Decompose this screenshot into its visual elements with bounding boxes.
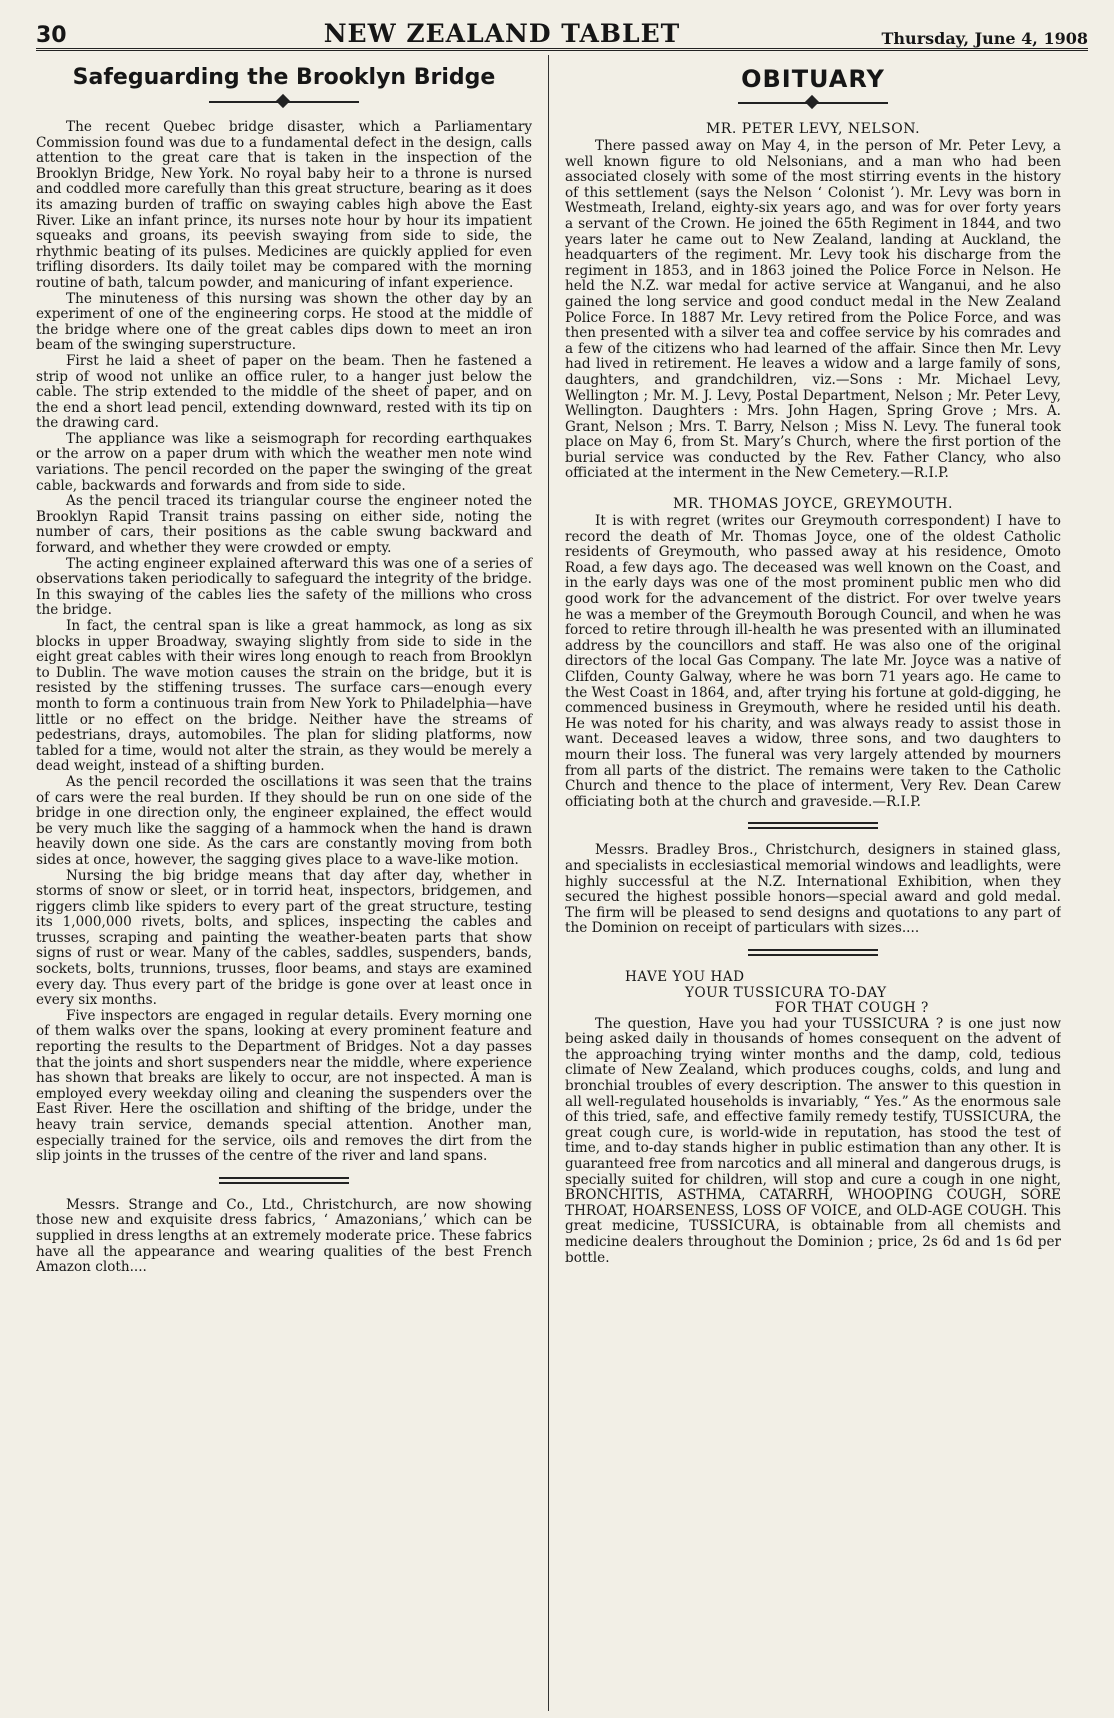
ad-heading-line: YOUR TUSSICURA TO-DAY bbox=[685, 984, 887, 1001]
article-paragraph: In fact, the central span is like a great hammock, as long as six blocks in upper Broadway, swaying slightly from side to side in the eight great cables with their wires long enough to reach from Brooklyn to Dublin. The wave motion causes the strain on the bridge, but it is resisted by the stiffening trusses. The surface cars—enough every month to form a continuous train from New York to Philadelphia—have little or no effect on the bridge. Neither have the streams of pedestrians, drays, automobiles. The plan for sliding platforms, now tabled for a time, would not alter the strain, as they would be merely a dead weight, instead of a shifting burden. bbox=[36, 618, 532, 775]
article-paragraph: The appliance was like a seismograph for recording earthquakes or the arrow on a paper drum with which the weather men note wind variations. The pencil recorded on the paper the swinging of the great cable, backwards and forwards and from side to side. bbox=[36, 430, 532, 494]
section-divider bbox=[219, 1177, 349, 1184]
columns bbox=[36, 51, 1088, 1711]
section-divider bbox=[748, 949, 878, 956]
article-paragraph: First he laid a sheet of paper on the beam. Then he fastened a strip of wood not unlike an office ruler, to a hanger just below the cable. The strip extended to the middle of the sheet of paper, and on the end a short lead pencil, extending downward, rested with its tip on the drawing card. bbox=[36, 352, 532, 432]
right-column bbox=[549, 51, 1061, 1711]
article-paragraph: As the pencil recorded the oscillations it was seen that the trains of cars were the real burden. If they should be run on one side of the bridge in one direction only, the engineer explained, the effect would be very much like the sagging of a hammock when the hand is drawn heavily down one side. As the cars are constantly moving from both sides at once, however, the sagging gives place to a wave-like motion. bbox=[36, 773, 532, 868]
ad-heading-line: HAVE YOU HAD bbox=[625, 968, 745, 985]
issue-date: Thursday, June 4, 1908 bbox=[881, 29, 1088, 48]
page-number: 30 bbox=[36, 23, 67, 48]
section-divider bbox=[748, 822, 878, 829]
paper-title: NEW ZEALAND TABLET bbox=[323, 19, 681, 48]
section-title: OBITUARY bbox=[741, 65, 885, 93]
notice-strange: Messrs. Strange and Co., Ltd., Christchurch, are now showing those new and exquisite dress fabrics, ‘ Amazonians,’ which can be supplied in dress lengths at an extremely moderate price. These fabrics have all the appearance and wearing qualities of the best French Amazon cloth.... bbox=[36, 1196, 532, 1276]
left-column bbox=[36, 51, 548, 1711]
article-headline: Safeguarding the Brooklyn Bridge bbox=[72, 65, 496, 90]
article-paragraph: The minuteness of this nursing was shown the other day by an experiment of one of the engineering corps. He stood at the middle of the bridge where one of the great cables dips down to meet an iron beam of the swinging superstructure. bbox=[36, 290, 532, 354]
article-paragraph: The acting engineer explained afterward this was one of a series of observations taken periodically to safeguard the integrity of the bridge. In this swaying of the cables lies the safety of the millions who cross the bridge. bbox=[36, 555, 532, 619]
ad-heading-line: FOR THAT COUGH ? bbox=[775, 1000, 929, 1017]
obituary-title: MR. THOMAS JOYCE, GREYMOUTH. bbox=[673, 496, 953, 513]
masthead bbox=[36, 12, 1088, 51]
section-title-rule bbox=[738, 97, 888, 109]
article-paragraph: Nursing the big bridge means that day after day, whether in storms of snow or sleet, or in torrid heat, inspectors, bridgemen, and riggers climb like spiders to every part of the great structure, testing its 1,000,000 rivets, bolts, and splices, inspecting the cables and trusses, scraping and painting the weather-beaten parts that show signs of rust or wear. Many of the cables, saddles, suspenders, bands, sockets, bolts, trunnions, trusses, floor beams, and stays are examined every day. Thus every part of the bridge is gone over at least once in every six months. bbox=[36, 867, 532, 1009]
headline-rule bbox=[209, 96, 359, 108]
article-paragraph: As the pencil traced its triangular course the engineer noted the Brooklyn Rapid Transit trains passing on either side, noting the number of cars, their positions as the cable swung backward and forward, and whether they were crowded or empty. bbox=[36, 493, 532, 557]
obituary-title: MR. PETER LEVY, NELSON. bbox=[705, 121, 921, 137]
obituary-text: It is with regret (writes our Greymouth correspondent) I have to record the death of Mr. Thomas Joyce, one of the oldest Catholic residents of Greymouth, who passed away at his residence, Omoto Road, a few days ago. The deceased was well known on the Coast, and in the early days was one of the most prominent public men who did good work for the advancement of the district. For over twelve years he was a member of the Greymouth Borough Council, and when he was forced to retire through ill-health he was presented with an illuminated address by the councillors and staff. He was also one of the original directors of the local Gas Company. The late Mr. Joyce was a native of Clifden, County Galway, where he was born 71 years ago. He came to the West Coast in 1864, and, after trying his fortune at gold-digging, he commenced business in Greymouth, where he resided until his death. He was noted for his charity, and was always ready to assist those in want. Deceased leaves a widow, three sons, and two daughters to mourn their loss. The funeral was very largely attended by mourners from all parts of the district. The remains were taken to the Catholic Church and thence to the place of interment, Very Rev. Dean Carew officiating both at the church and graveside.—R.I.P. bbox=[565, 513, 1061, 810]
article-paragraph: The recent Quebec bridge disaster, which a Parliamentary Commission found was due to a fundamental defect in the design, calls attention to the great care that is taken in the inspection of the Brooklyn Bridge, New York. No royal baby heir to a throne is nursed and coddled more carefully than this great structure, bearing as it does its amazing burden of traffic on swaying cables high above the East River. Like an infant prince, its nurses note hour by hour its impatient squeaks and groans, its peevish swaying from side to side, the rhythmic beating of its pulses. Medicines are quickly applied for even trifling disorders. Its daily toilet may be compared with the morning routine of bath, talcum powder, and manicuring of infant experience. bbox=[36, 119, 532, 291]
article-paragraph: Five inspectors are engaged in regular details. Every morning one of them walks over the spans, looking at every prominent feature and reporting the results to the Department of Bridges. Not a day passes that the joints and short suspenders near the middle, where experience has shown that breaks are likely to occur, are not inspected. A man is employed every weekday oiling and cleaning the suspenders over the East River. Here the oscillation and shifting of the bridge, under the heavy train service, demands special attention. Another man, especially trained for the service, oils and removes the dirt from the slip joints in the trusses of the centre of the river and land spans. bbox=[36, 1007, 532, 1165]
ad-body: The question, Have you had your TUSSICURA ? is one just now being asked daily in thousands of homes consequent on the advent of the approaching trying winter months and the damp, cold, tedious climate of New Zealand, which produces coughs, colds, and lung and bronchial troubles of every description. The answer to this question in all well-regulated households is invariably, “ Yes.” As the enormous sale of this tried, safe, and effective family remedy testify, TUSSICURA, the great cough cure, is world-wide in reputation, has stood the test of time, and to-day stands higher in public estimation than any other. It is guaranteed free from narcotics and all mineral and dangerous drugs, is specially suited for children, will stop and cure a cough in one night, BRONCHITIS, ASTHMA, CATARRH, WHOOPING COUGH, SORE THROAT, HOARSENESS, LOSS OF VOICE, and OLD-AGE COUGH. This great medicine, TUSSICURA, is obtainable from all chemists and medicine dealers throughout the Dominion ; price, 2s 6d and 1s 6d per bottle. bbox=[565, 1015, 1061, 1266]
notice-bradley: Messrs. Bradley Bros., Christchurch, designers in stained glass, and specialists in ecclesiastical memorial windows and leadlights, were highly successful at the N.Z. International Exhibition, when they secured the highest possible honors—special award and gold medal. The firm will be pleased to send designs and quotations to any part of the Dominion on receipt of particulars with sizes.... bbox=[565, 842, 1061, 937]
obituary-text: There passed away on May 4, in the person of Mr. Peter Levy, a well known figure to old Nelsonians, and a man who had been associated closely with some of the most stirring events in the history of this settlement (says the Nelson ‘ Colonist ’). Mr. Levy was born in Westmeath, Ireland, eighty-six years ago, and was for over forty years a servant of the Crown. He joined the 65th Regiment in 1844, and two years later he came out to New Zealand, landing at Auckland, the headquarters of the regiment. Mr. Levy took his discharge from the regiment in 1853, and in 1863 joined the Police Force in Nelson. He held the N.Z. war medal for active service at Wanganui, and he also gained the long service and good conduct medal in the New Zealand Police Force. In 1887 Mr. Levy retired from the Police Force, and was then presented with a silver tea and coffee service by his comrades and a few of the citizens who had learned of the affair. Since then Mr. Levy had lived in retirement. He leaves a widow and a large family of sons, daughters, and grandchildren, viz.—Sons : Mr. Michael Levy, Wellington ; Mr. M. J. Levy, Postal Department, Nelson ; Mr. Peter Levy, Wellington. Daughters : Mrs. John Hagen, Spring Grove ; Mrs. A. Grant, Nelson ; Mrs. T. Barry, Nelson ; Miss N. Levy. The funeral took place on May 6, from St. Mary’s Church, where the first portion of the burial service was conducted by the Rev. Father Clancy, who also officiated at the interment in the New Cemetery.—R.I.P. bbox=[565, 138, 1061, 482]
tussicura-ad bbox=[565, 970, 1061, 1266]
